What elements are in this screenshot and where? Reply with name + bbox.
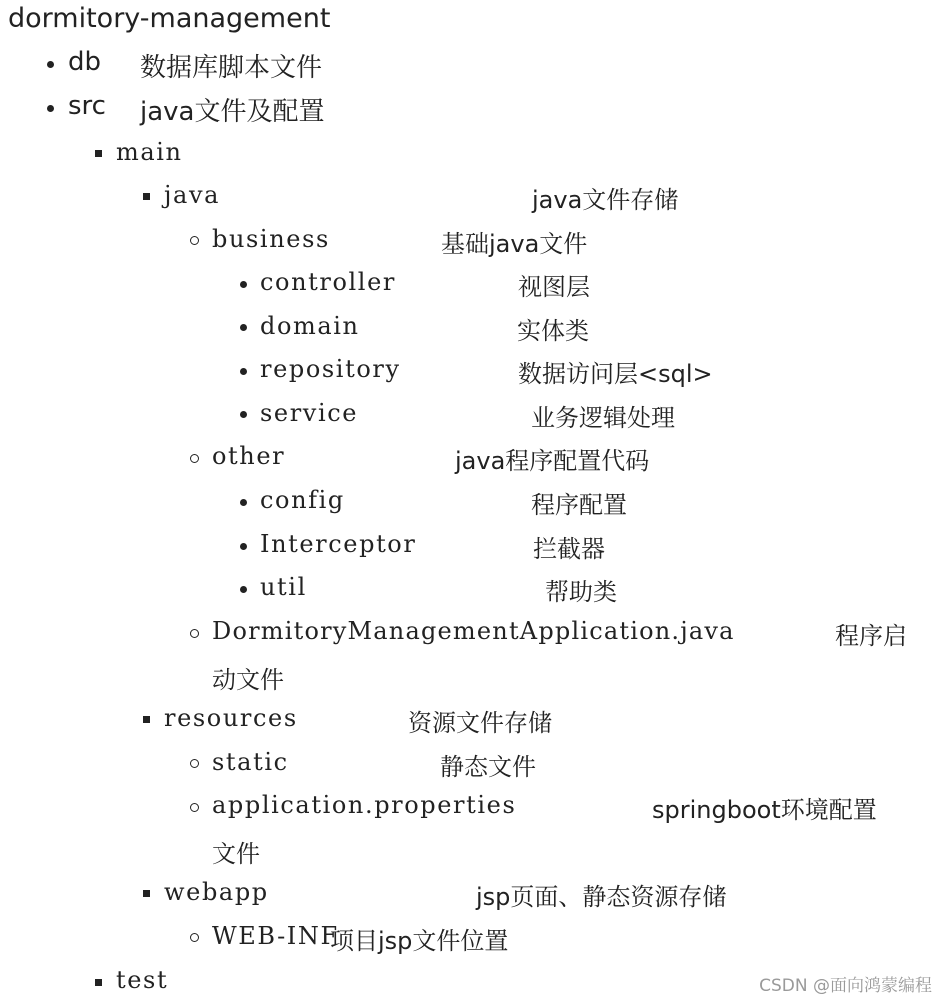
bullet-disc-icon — [240, 499, 247, 506]
item-src-desc: java文件及配置 — [140, 97, 325, 127]
item-domain-desc: 实体类 — [517, 317, 589, 345]
item-config-name: config — [260, 486, 345, 514]
item-repository-desc: 数据访问层<sql> — [518, 360, 713, 388]
item-other-desc: java程序配置代码 — [455, 447, 650, 475]
item-controller-name: controller — [260, 268, 396, 296]
bullet-disc-icon — [240, 368, 247, 375]
bullet-square-icon — [143, 890, 150, 897]
item-service-name: service — [260, 399, 359, 427]
bullet-square-icon — [95, 150, 102, 157]
bullet-circle-icon — [190, 759, 199, 768]
item-app-desc-line1: 程序启 — [835, 622, 907, 650]
item-resources-desc: 资源文件存储 — [408, 709, 552, 737]
item-business-name: business — [212, 225, 330, 253]
item-webapp-desc: jsp页面、静态资源存储 — [476, 883, 727, 911]
bullet-disc-icon — [240, 543, 247, 550]
item-app-name: DormitoryManagementApplication.java — [212, 617, 735, 645]
item-repository-name: repository — [260, 355, 401, 383]
item-controller-desc: 视图层 — [518, 273, 590, 301]
bullet-circle-icon — [190, 803, 199, 812]
item-static-name: static — [212, 748, 289, 776]
item-business-desc: 基础java文件 — [441, 230, 588, 258]
item-props-name: application.properties — [212, 791, 517, 819]
root-folder-title: dormitory-management — [8, 3, 331, 34]
item-interceptor-name: Interceptor — [260, 530, 417, 558]
item-db-desc: 数据库脚本文件 — [140, 53, 323, 83]
item-static-desc: 静态文件 — [440, 753, 536, 781]
item-util-name: util — [260, 573, 307, 601]
bullet-circle-icon — [190, 454, 199, 463]
bullet-disc-icon — [240, 324, 247, 331]
bullet-disc-icon — [240, 281, 247, 288]
item-main-name: main — [116, 138, 183, 166]
bullet-disc-icon — [240, 411, 247, 418]
item-props-desc-line2: 文件 — [212, 840, 260, 868]
item-interceptor-desc: 拦截器 — [533, 535, 605, 563]
item-util-desc: 帮助类 — [545, 578, 617, 606]
item-props-desc-line1: springboot环境配置 — [652, 796, 877, 824]
bullet-circle-icon — [190, 236, 199, 245]
bullet-circle-icon — [190, 933, 199, 942]
item-resources-name: resources — [164, 704, 298, 732]
watermark: CSDN @面向鸿蒙编程 — [759, 976, 932, 996]
item-java-name: java — [164, 181, 221, 209]
item-app-desc-line2: 动文件 — [212, 666, 284, 694]
bullet-circle-icon — [190, 629, 199, 638]
bullet-square-icon — [143, 716, 150, 723]
item-service-desc: 业务逻辑处理 — [531, 404, 675, 432]
item-webinf-desc: 项目jsp文件位置 — [330, 927, 509, 955]
bullet-square-icon — [95, 979, 102, 986]
bullet-disc-icon — [47, 105, 54, 112]
bullet-disc-icon — [240, 586, 247, 593]
item-webapp-name: webapp — [164, 878, 269, 906]
bullet-disc-icon — [47, 61, 54, 68]
item-src-name: src — [68, 91, 106, 121]
item-java-desc: java文件存储 — [532, 186, 679, 214]
item-domain-name: domain — [260, 312, 360, 340]
item-other-name: other — [212, 442, 286, 470]
item-webinf-name: WEB-INF — [212, 922, 339, 950]
bullet-square-icon — [143, 193, 150, 200]
item-test-name: test — [116, 966, 169, 994]
item-db-name: db — [68, 47, 102, 77]
item-config-desc: 程序配置 — [531, 491, 627, 519]
